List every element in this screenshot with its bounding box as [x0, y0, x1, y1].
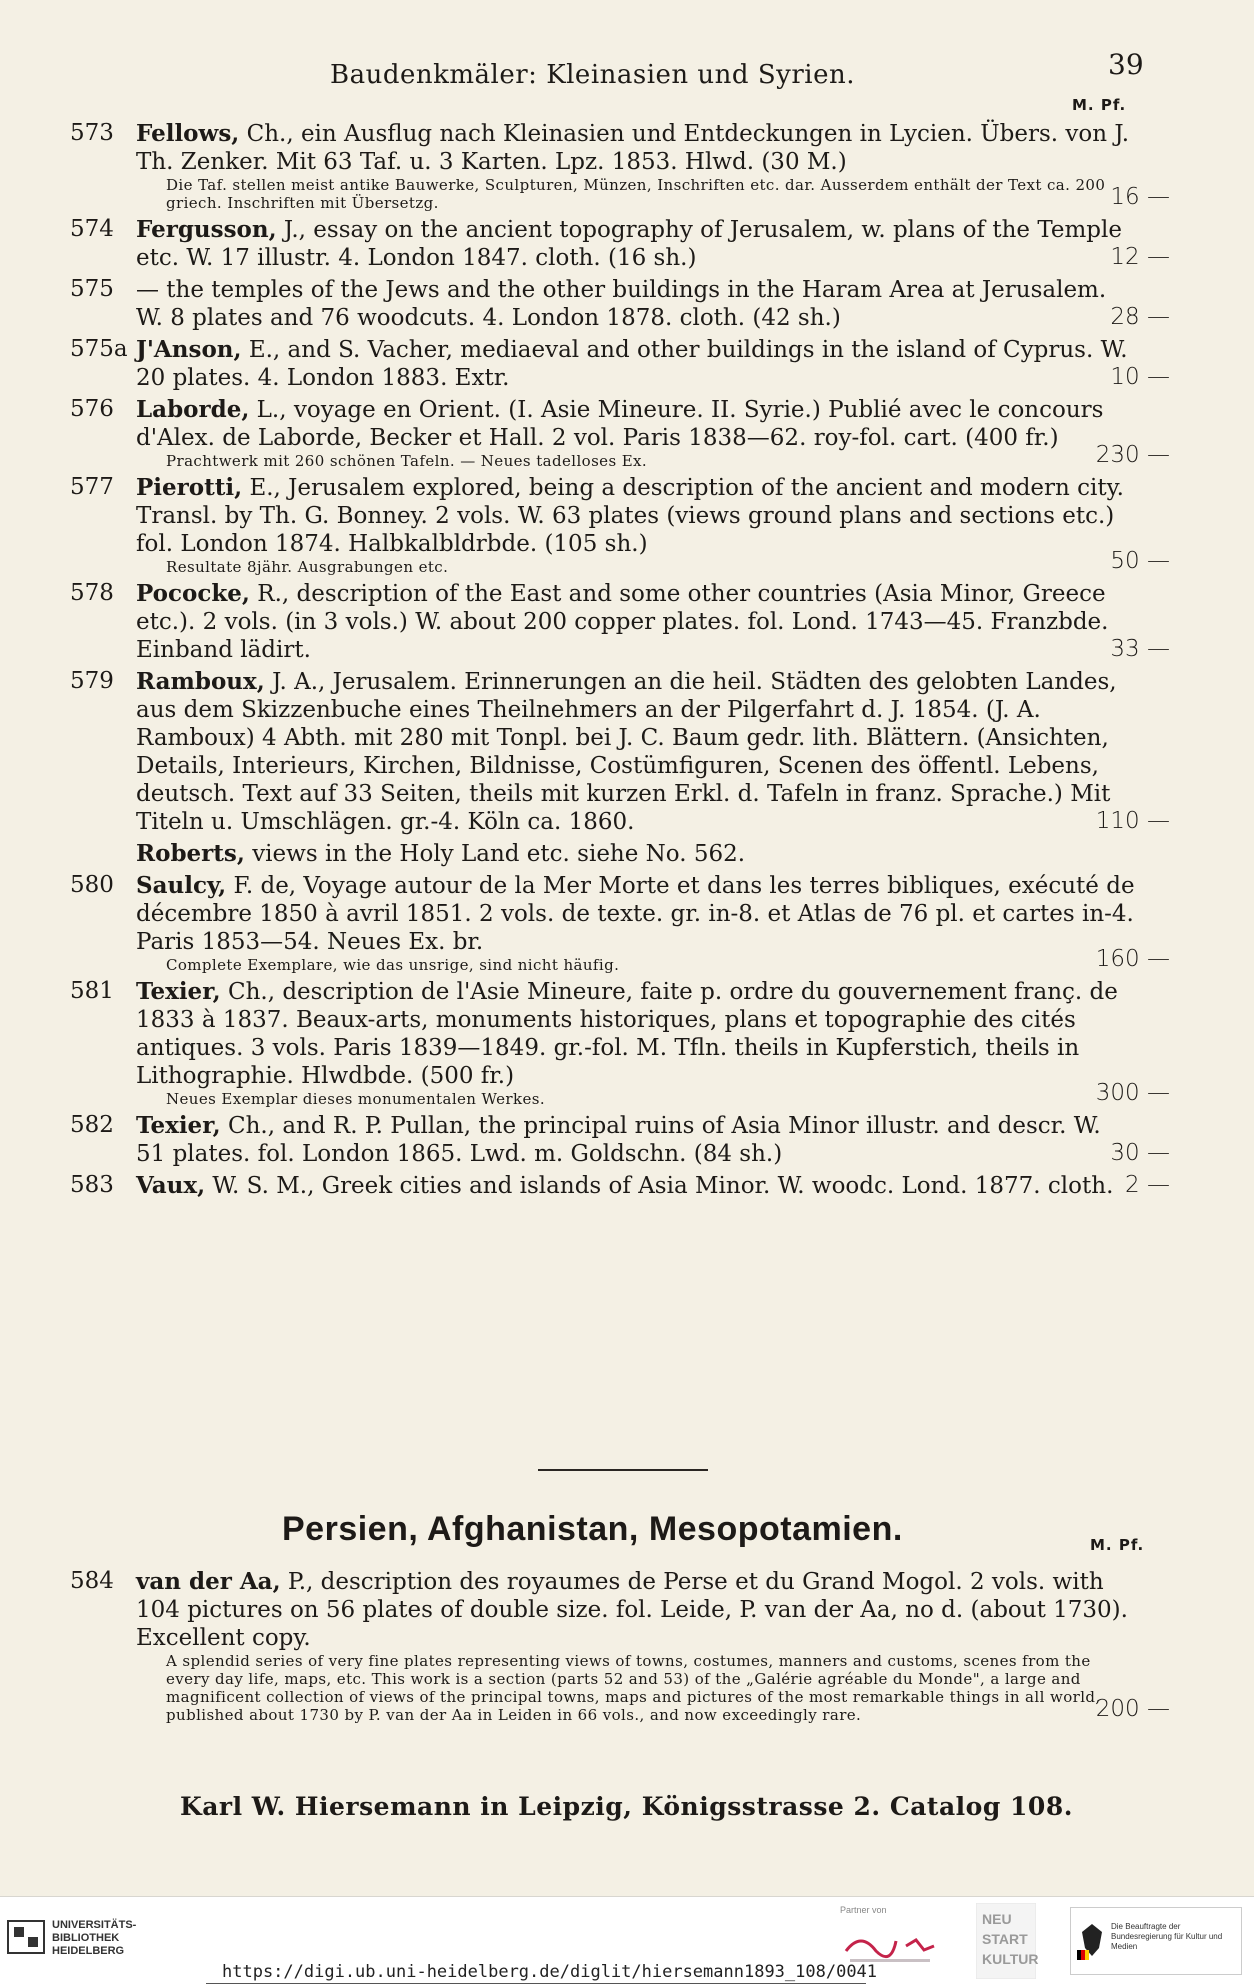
entry-description: J., essay on the ancient topography of Jerusalem, w. plans of the Temple etc. W. 17 illustr. 4. London 1847. cloth. (16 sh.) [136, 217, 1122, 271]
entry-author: Laborde, [136, 396, 250, 423]
catalog-entry [70, 840, 1170, 868]
entry-price: 300 — [1095, 1080, 1170, 1106]
catalog-entry [70, 276, 1170, 332]
entry-body [136, 216, 1136, 272]
entry-body [136, 474, 1136, 558]
entry-note: Die Taf. stellen meist antike Bauwerke, Sculpturen, Münzen, Inschriften etc. dar. Ausserdem enthält der Text ca. 200 griech. Inschriften mit Übersetzg. [166, 176, 1106, 212]
entry-author: Pierotti, [136, 474, 243, 501]
entry-number: 580 [70, 872, 114, 898]
url-underline [206, 1983, 866, 1984]
entry-description: F. de, Voyage autour de la Mer Morte et dans les terres bibliques, exécuté de décembre 1850 à avril 1851. 2 vols. de texte. gr. in-8. et Atlas de 76 pl. et cartes in-4. Paris 1853—54. Neues Ex. br. [136, 873, 1135, 955]
entry-description: Ch., description de l'Asie Mineure, faite p. ordre du gouvernement franç. de 1833 à 1837. Beaux-arts, monuments historiques, plans et topographie des cités antiques. 3 vols. Paris 1839—1849. gr.-fol. M. Tfln. theils in Kupferstich, theils in Lithographie. Hlwdbde. (500 fr.) [136, 979, 1118, 1089]
publisher-footer: Karl W. Hiersemann in Leipzig, Königsstrasse 2. Catalog 108. [180, 1792, 1073, 1821]
catalog-entry [70, 668, 1170, 836]
entry-description: R., description of the East and some other countries (Asia Minor, Greece etc.). 2 vols. (in 3 vols.) W. about 200 copper plates. fol. Lond. 1743—45. Franzbde. Einband lädirt. [136, 581, 1109, 663]
library-name: UNIVERSITÄTS- BIBLIOTHEK HEIDELBERG [52, 1919, 137, 1957]
entry-number: 574 [70, 216, 114, 242]
entry-price: 10 — [1110, 364, 1170, 390]
running-title: Baudenkmäler: Kleinasien und Syrien. [330, 60, 855, 90]
entry-description: E., and S. Vacher, mediaeval and other buildings in the island of Cyprus. W. 20 plates. 4. London 1883. Extr. [136, 337, 1128, 391]
section-currency-header: M. Pf. [1090, 1536, 1145, 1554]
entry-description: views in the Holy Land etc. siehe No. 562. [252, 841, 746, 867]
catalog-entry [70, 1112, 1170, 1168]
entry-price: 16 — [1110, 184, 1170, 210]
entry-body [136, 336, 1136, 392]
partner-label: Partner von [840, 1905, 887, 1915]
catalog-entry [70, 580, 1170, 664]
entry-number: 575a [70, 336, 128, 362]
entry-price: 30 — [1110, 1140, 1170, 1166]
entry-number: 579 [70, 668, 114, 694]
neustart-kultur-logo[interactable] [976, 1903, 1039, 1979]
entry-author: Saulcy, [136, 872, 227, 899]
section-divider [538, 1469, 708, 1471]
section-title: Persien, Afghanistan, Mesopotamien. [282, 1510, 903, 1548]
entry-number: 576 [70, 396, 114, 422]
entry-author: J'Anson, [136, 336, 242, 363]
entry-body [136, 1172, 1136, 1200]
permalink-url[interactable]: https://digi.ub.uni-heidelberg.de/diglit/hiersemann1893_108/0041 [222, 1962, 878, 1982]
page-number: 39 [1108, 48, 1144, 81]
entry-price: 230 — [1095, 442, 1170, 468]
entry-body [136, 872, 1136, 956]
currency-column-header: M. Pf. [1072, 96, 1127, 114]
catalog-entry [70, 120, 1170, 212]
entry-body [136, 396, 1136, 452]
entry-number: 578 [70, 580, 114, 606]
entry-price: 2 — [1125, 1172, 1170, 1198]
eagle-icon [1077, 1920, 1107, 1960]
entry-author: Texier, [136, 1112, 221, 1139]
bkm-text: Die Beauftragte der Bundesregierung für Kultur und Medien [1111, 1922, 1223, 1951]
catalog-entries-section2 [70, 1568, 1170, 1728]
catalog-entry [70, 1568, 1170, 1724]
entry-author: Vaux, [136, 1172, 206, 1199]
catalog-entry [70, 872, 1170, 974]
entry-number: 575 [70, 276, 114, 302]
entry-description: W. S. M., Greek cities and islands of Asia Minor. W. woodc. Lond. 1877. cloth. [212, 1173, 1114, 1199]
entry-author: Roberts, [136, 840, 245, 867]
page-header [0, 40, 1254, 100]
entry-description: E., Jerusalem explored, being a description of the ancient and modern city. Transl. by Th. G. Bonney. 2 vols. W. 63 plates (views ground plans and sections etc.) fol. London 1874. Halbkalbldrbde. (105 sh.) [136, 475, 1124, 557]
entry-body [136, 276, 1136, 332]
entry-note: Resultate 8jähr. Ausgrabungen etc. [166, 558, 449, 576]
entry-price: 12 — [1110, 244, 1170, 270]
entry-price: 110 — [1095, 808, 1170, 834]
entry-price: 50 — [1110, 548, 1170, 574]
catalog-entry [70, 396, 1170, 470]
entry-note: Prachtwerk mit 260 schönen Tafeln. — Neues tadelloses Ex. [166, 452, 648, 470]
entry-description: L., voyage en Orient. (I. Asie Mineure. II. Syrie.) Publié avec le concours d'Alex. de Laborde, Becker et Hall. 2 vol. Paris 1838—62. roy-fol. cart. (400 fr.) [136, 397, 1104, 451]
entry-body [136, 668, 1136, 836]
entry-description: P., description des royaumes de Perse et du Grand Mogol. 2 vols. with 104 pictures on 56 plates of double size. fol. Leide, P. van der Aa, no d. (about 1730). Excellent copy. [136, 1569, 1128, 1651]
entry-note: A splendid series of very fine plates representing views of towns, costumes, manners and customs, scenes from the every day life, maps, etc. This work is a section (parts 52 and 53) of the „Galérie agréable du Monde", a large and magnificent collection of views of the principal towns, maps and pictures of the most remarkable things in all world, published about 1730 by P. van der Aa in Leiden in 66 vols., and now exceedingly rare. [166, 1652, 1101, 1724]
ub-heidelberg-logo[interactable] [6, 1917, 166, 1967]
entry-number: 583 [70, 1172, 114, 1198]
entry-author: Fellows, [136, 120, 240, 147]
entry-number: 577 [70, 474, 114, 500]
entry-price: 28 — [1110, 304, 1170, 330]
entry-number: 584 [70, 1568, 114, 1594]
entry-body [136, 978, 1136, 1090]
entry-body [136, 580, 1136, 664]
entry-body [136, 120, 1136, 176]
entry-description: — the temples of the Jews and the other buildings in the Haram Area at Jerusalem. W. 8 plates and 76 woodcuts. 4. London 1878. cloth. (42 sh.) [136, 277, 1107, 331]
entry-number: 582 [70, 1112, 114, 1138]
entry-note: Complete Exemplare, wie das unsrige, sind nicht häufig. [166, 956, 620, 974]
entry-price: 33 — [1110, 636, 1170, 662]
entry-price: 160 — [1095, 946, 1170, 972]
entry-body [136, 1112, 1136, 1168]
entry-author: Fergusson, [136, 216, 277, 243]
entry-author: Pococke, [136, 580, 250, 607]
entry-description: Ch., ein Ausflug nach Kleinasien und Entdeckungen in Lycien. Übers. von J. Th. Zenker. Mit 63 Taf. u. 3 Karten. Lpz. 1853. Hlwd. (30 M.) [136, 121, 1130, 175]
entry-price: 200 — [1095, 1696, 1170, 1722]
entry-author: van der Aa, [136, 1568, 281, 1595]
catalog-entry [70, 978, 1170, 1108]
entry-number: 573 [70, 120, 114, 146]
entry-note: Neues Exemplar dieses monumentalen Werkes. [166, 1090, 545, 1108]
entry-author: Ramboux, [136, 668, 265, 695]
catalog-entry [70, 216, 1170, 272]
bkm-logo[interactable] [1070, 1907, 1242, 1975]
entry-body [136, 840, 1136, 868]
catalog-entry [70, 1172, 1170, 1200]
entry-body [136, 1568, 1136, 1652]
catalog-entries [70, 120, 1170, 1204]
catalog-entry [70, 336, 1170, 392]
entry-number: 581 [70, 978, 114, 1004]
entry-author: Texier, [136, 978, 221, 1005]
entry-description: J. A., Jerusalem. Erinnerungen an die heil. Städten des gelobten Landes, aus dem Skizzenbuche eines Theilnehmers an der Pilgerfahrt d. J. 1854. (J. A. Ramboux) 4 Abth. mit 280 mit Tonpl. bei J. C. Baum gedr. lith. Blättern. (Ansichten, Details, Interieurs, Kirchen, Bildnisse, Costümfiguren, Scenen des öffentl. Lebens, deutsch. Text auf 33 Seiten, theils mit kurzen Erkl. d. Tafeln in franz. Sprache.) Mit Titeln u. Umschlägen. gr.-4. Köln ca. 1860. [136, 669, 1117, 835]
catalog-entry [70, 474, 1170, 576]
entry-description: Ch., and R. P. Pullan, the principal ruins of Asia Minor illustr. and descr. W. 51 plates. fol. London 1865. Lwd. m. Goldschn. (84 sh.) [136, 1113, 1101, 1167]
ub-seal-icon [6, 1917, 46, 1957]
neustart-text: NEU START KULTUR [982, 1911, 1039, 1967]
